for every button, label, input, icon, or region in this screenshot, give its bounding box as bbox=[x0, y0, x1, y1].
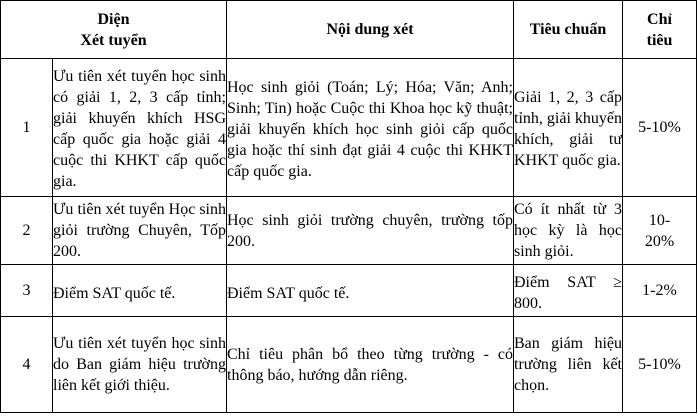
header-quota-line2: tiêu bbox=[646, 31, 673, 49]
header-quota-line1: Chỉ bbox=[647, 10, 672, 28]
table-row bbox=[1, 197, 697, 265]
header-row bbox=[1, 1, 697, 59]
row-quota bbox=[623, 197, 697, 265]
row-standard: Giải 1, 2, 3 cấp tỉnh, giải khuyến khích, giải tư KHKT quốc gia. bbox=[514, 59, 623, 197]
row-standard: Điểm SAT ≥ 800. bbox=[514, 265, 623, 317]
row-quota-line2: 20% bbox=[644, 232, 675, 250]
row-quota-line1: 10- bbox=[648, 211, 671, 229]
row-method: Ưu tiên xét tuyển Học sinh giỏi trường Chuyên, Tốp 200. bbox=[53, 197, 227, 265]
table-row bbox=[1, 265, 697, 317]
header-method-line1: Diện bbox=[97, 10, 130, 28]
row-content: Học sinh giỏi (Toán; Lý; Hóa; Văn; Anh; Sinh; Tin) hoặc Cuộc thi Khoa học kỹ thuật; giải khuyến khích học sinh giỏi cấp quốc gia hoặc thí sinh đạt giải 4 cuộc thi KHKT cấp quốc gia. bbox=[227, 59, 514, 197]
header-method-line2: Xét tuyển bbox=[80, 31, 147, 49]
row-number: 2 bbox=[1, 197, 53, 265]
row-method: Ưu tiên xét tuyển học sinh do Ban giám hiệu trường liên kết giới thiệu. bbox=[53, 317, 227, 413]
row-number: 3 bbox=[1, 265, 53, 317]
row-number: 1 bbox=[1, 59, 53, 197]
header-content: Nội dung xét bbox=[227, 1, 514, 59]
row-standard: Ban giám hiệu trường liên kết chọn. bbox=[514, 317, 623, 413]
row-content: Chỉ tiêu phân bổ theo từng trường - có thông báo, hướng dẫn riêng. bbox=[227, 317, 514, 413]
row-quota: 5-10% bbox=[623, 59, 697, 197]
row-content: Học sinh giỏi trường chuyên, trường tốp 200. bbox=[227, 197, 514, 265]
row-content: Điểm SAT quốc tế. bbox=[227, 265, 514, 317]
row-quota: 5-10% bbox=[623, 317, 697, 413]
row-method: Điểm SAT quốc tế. bbox=[53, 265, 227, 317]
header-standard: Tiêu chuẩn bbox=[514, 1, 623, 59]
header-method bbox=[1, 1, 227, 59]
row-number: 4 bbox=[1, 317, 53, 413]
table-row bbox=[1, 317, 697, 413]
table-row bbox=[1, 59, 697, 197]
row-standard: Có ít nhất từ 3 học kỳ là học sinh giỏi. bbox=[514, 197, 623, 265]
row-method: Ưu tiên xét tuyển học sinh có giải 1, 2, 3 cấp tỉnh; giải khuyến khích HSG cấp quốc gia hoặc giải 4 cuộc thi KHKT cấp quốc gia. bbox=[53, 59, 227, 197]
header-quota bbox=[623, 1, 697, 59]
row-quota: 1-2% bbox=[623, 265, 697, 317]
